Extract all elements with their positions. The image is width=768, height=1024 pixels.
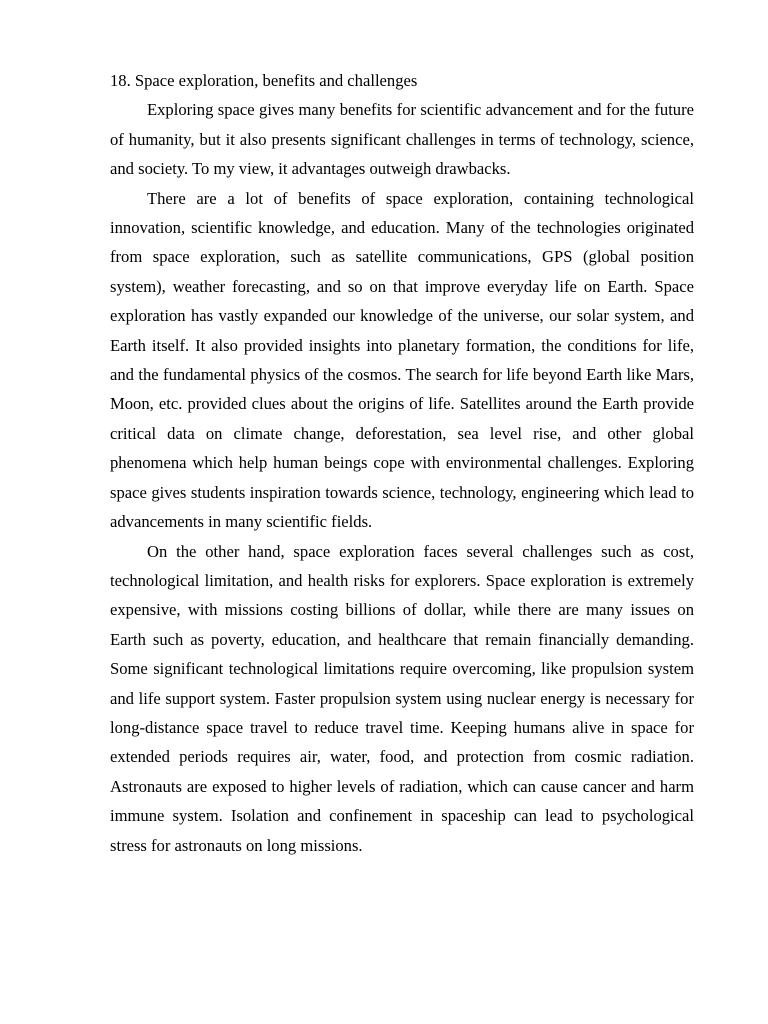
benefits-paragraph: There are a lot of benefits of space exploration, containing technological innovation, scientific knowledge, and education. Many of the technologies originated from space exploration, such as satellite communications, GPS (global position system), weather forecasting, and so on that improve everyday life on Earth. Space exploration has vastly expanded our knowledge of the universe, our solar system, and Earth itself. It also provided insights into planetary formation, the conditions for life, and the fundamental physics of the cosmos. The search for life beyond Earth like Mars, Moon, etc. provided clues about the origins of life. Satellites around the Earth provide critical data on climate change, deforestation, sea level rise, and other global phenomena which help human beings cope with environmental challenges. Exploring space gives students inspiration towards science, technology, engineering which lead to advancements in many scientific fields. bbox=[110, 188, 694, 532]
challenges-paragraph: On the other hand, space exploration faces several challenges such as cost, technological limitation, and health risks for explorers. Space exploration is extremely expensive, with missions costing billions of dollar, while there are many issues on Earth such as poverty, education, and healthcare that remain financially demanding. Some significant technological limitations require overcoming, like propulsion system and life support system. Faster propulsion system using nuclear energy is necessary for long-distance space travel to reduce travel time. Keeping humans alive in space for extended periods requires air, water, food, and protection from cosmic radiation. Astronauts are exposed to higher levels of radiation, which can cause cancer and harm immune system. Isolation and confinement in spaceship can lead to psychological stress for astronauts on long missions. bbox=[110, 541, 694, 855]
intro-paragraph: Exploring space gives many benefits for scientific advancement and for the future of humanity, but it also presents significant challenges in terms of technology, science, and society. To my view, it advantages outweigh drawbacks. bbox=[110, 100, 694, 179]
essay-title: 18. Space exploration, benefits and challenges bbox=[110, 71, 418, 90]
document-page bbox=[110, 66, 694, 860]
